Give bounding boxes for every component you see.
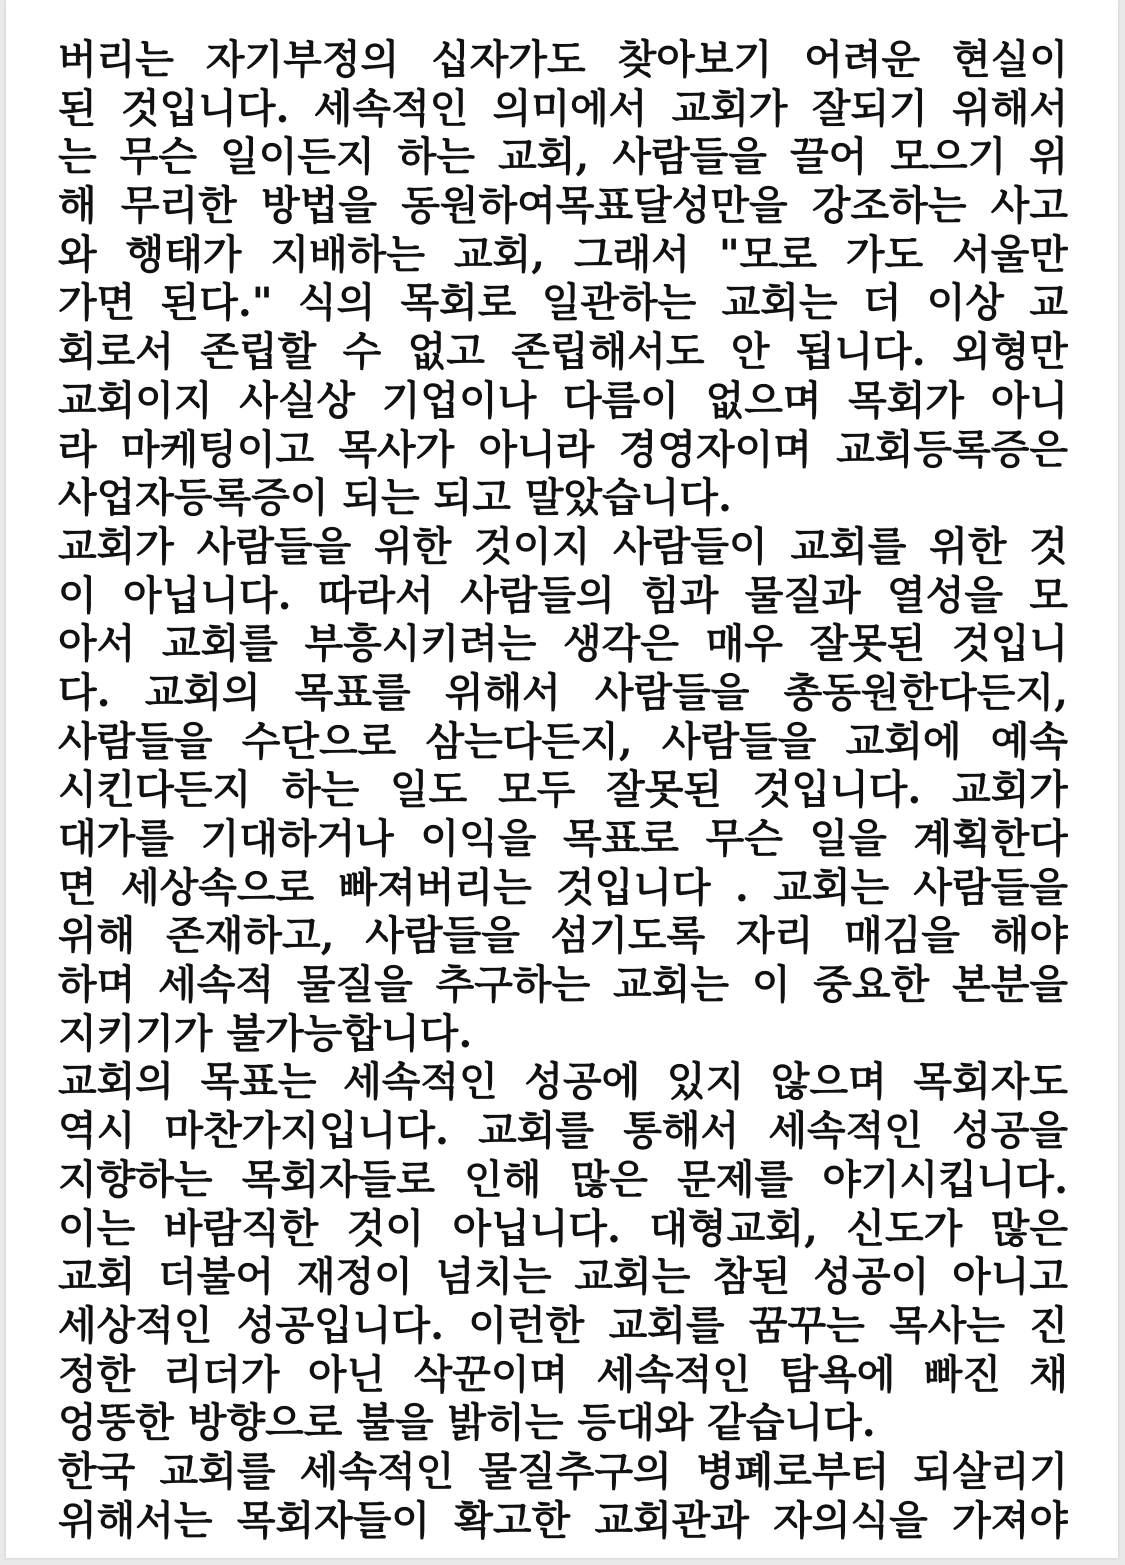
text-line: 정한 리더가 아닌 삭꾼이며 세속적인 탐욕에 빠진 채 [58, 1350, 1068, 1398]
paragraph-end-line: 엉뚱한 방향으로 불을 밝히는 등대와 같습니다. [58, 1399, 876, 1447]
text-line: 하며 세속적 물질을 추구하는 교회는 이 중요한 본분을 [58, 961, 1068, 1009]
text-line: 면 세상속으로 빠져버리는 것입니다 . 교회는 사람들을 [58, 863, 1068, 911]
text-line: 시킨다든지 하는 일도 모두 잘못된 것입니다. 교회가 [58, 766, 1068, 814]
text-line: 이는 바람직한 것이 아닙니다. 대형교회, 신도가 많은 [58, 1204, 1068, 1252]
text-line: 한국 교회를 세속적인 물질추구의 병폐로부터 되살리기 [58, 1447, 1068, 1495]
text-line: 교회 더불어 재정이 넘치는 교회는 참된 성공이 아니고 [58, 1253, 1068, 1301]
text-line: 된 것입니다. 세속적인 의미에서 교회가 잘되기 위해서 [58, 84, 1068, 132]
text-line: 교회의 목표는 세속적인 성공에 있지 않으며 목회자도 [58, 1058, 1068, 1106]
text-line: 사람들을 수단으로 삼는다든지, 사람들을 교회에 예속 [58, 717, 1068, 765]
text-line: 라 마케팅이고 목사가 아니라 경영자이며 교회등록증은 [58, 425, 1068, 473]
text-line: 위해 존재하고, 사람들을 섬기도록 자리 매김을 해야 [58, 912, 1068, 960]
text-line: 교회가 사람들을 위한 것이지 사람들이 교회를 위한 것 [58, 522, 1068, 570]
body-text [58, 36, 1068, 1545]
paragraph-end-line: 사업자등록증이 되는 되고 말았습니다. [58, 474, 732, 522]
text-line: 회로서 존립할 수 없고 존립해서도 안 됩니다. 외형만 [58, 328, 1068, 376]
text-line: 는 무슨 일이든지 하는 교회, 사람들을 끌어 모으기 위 [58, 133, 1068, 181]
text-line: 세상적인 성공입니다. 이런한 교회를 꿈꾸는 목사는 진 [58, 1301, 1068, 1349]
paragraph-end-line: 지키기가 불가능합니다. [58, 1009, 473, 1057]
text-line: 위해서는 목회자들이 확고한 교회관과 자의식을 가져야 [58, 1496, 1068, 1544]
text-line: 와 행태가 지배하는 교회, 그래서 "모로 가도 서울만 [58, 230, 1068, 278]
document-page [6, 0, 1118, 1558]
text-line: 대가를 기대하거나 이익을 목표로 무슨 일을 계획한다 [58, 815, 1068, 862]
text-line: 해 무리한 방법을 동원하여목표달성만을 강조하는 사고 [58, 182, 1068, 230]
text-line: 역시 마찬가지입니다. 교회를 통해서 세속적인 성공을 [58, 1107, 1068, 1155]
text-line: 다. 교회의 목표를 위해서 사람들을 총동원한다든지, [58, 668, 1068, 716]
text-line: 아서 교회를 부흥시키려는 생각은 매우 잘못된 것입니 [58, 620, 1068, 668]
text-line: 이 아닙니다. 따라서 사람들의 힘과 물질과 열성을 모 [58, 571, 1068, 619]
text-line: 가면 된다." 식의 목회로 일관하는 교회는 더 이상 교 [58, 279, 1068, 327]
text-line: 버리는 자기부정의 십자가도 찾아보기 어려운 현실이 [58, 36, 1068, 83]
text-line: 지향하는 목회자들로 인해 많은 문제를 야기시킵니다. [58, 1155, 1068, 1203]
text-line: 교회이지 사실상 기업이나 다름이 없으며 목회가 아니 [58, 376, 1068, 424]
